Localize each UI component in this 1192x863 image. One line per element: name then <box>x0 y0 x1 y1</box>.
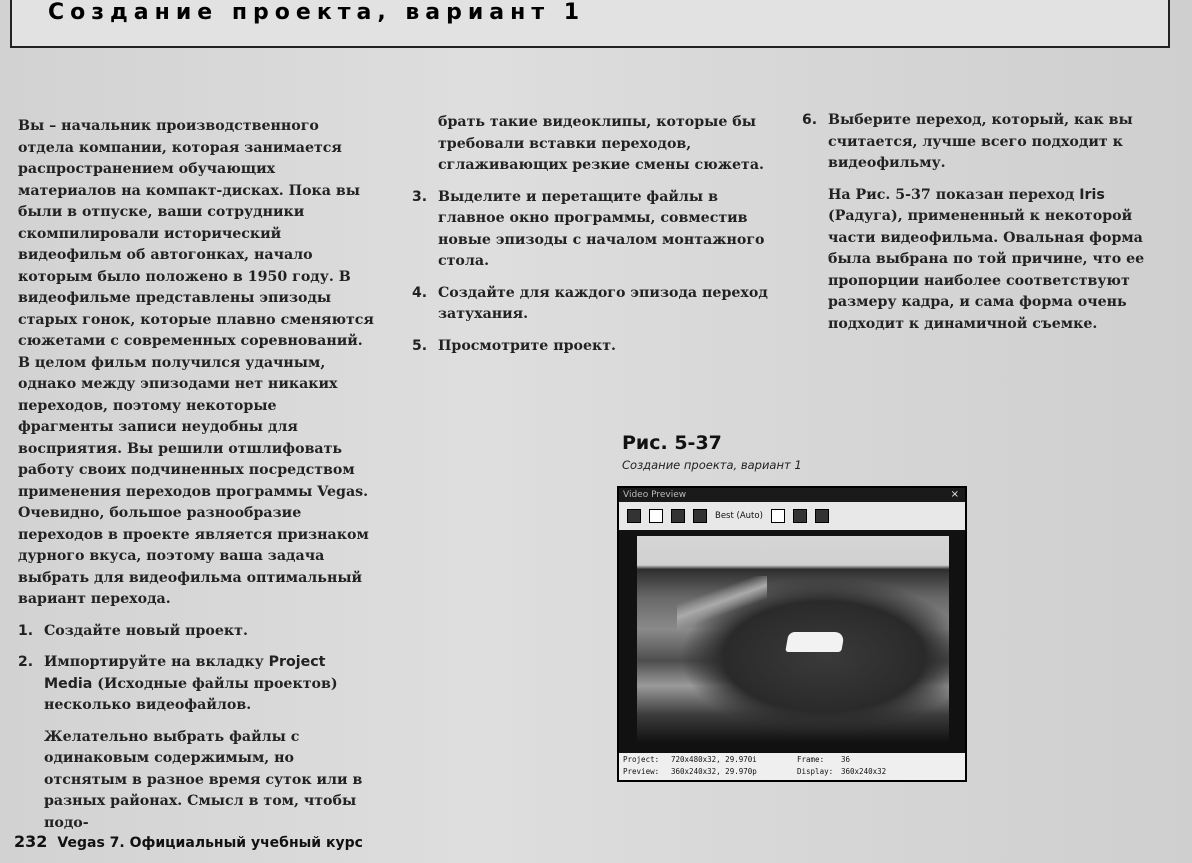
project-label: Project: <box>623 755 660 764</box>
continued-paragraph: брать такие видеоклипы, которые бы требовали вставки переходов, сглаживающих резкие смены сюжета. <box>438 114 764 173</box>
external-monitor-icon[interactable] <box>649 509 663 523</box>
figure-caption: Создание проекта, вариант 1 <box>622 458 802 472</box>
project-value: 720x480x32, 29.970i <box>671 755 757 764</box>
step-text: Создайте новый проект. <box>44 622 248 639</box>
preview-window-title: Video Preview <box>623 490 687 500</box>
copy-snapshot-icon[interactable] <box>793 509 807 523</box>
video-frame-road <box>677 576 767 636</box>
preview-titlebar <box>619 488 965 502</box>
section-title: Создание проекта, вариант 1 <box>48 0 586 25</box>
overlays-icon[interactable] <box>771 509 785 523</box>
intro-paragraph: Вы – начальник производственного отдела компании, которая занимается распространением обучающих материалов на компакт-дисках. Пока вы были в отпуске, ваши сотрудники скомпилировали исторический видеофильм об автогонках, начало которым было положено в 1950 году. В видеофильме представлены эпизоды старых гонок, которые плавно сменяются сюжетами с современных соревнований. В целом фильм получился удачным, однако между эпизодами нет никаких переходов, поэтому некоторые фрагменты записи неудобны для восприятия. Вы решили отшлифовать работу своих подчиненных посредством применения переходов программы Vegas. Очевидно, большое разнообразие переходов в проекте является признаком дурного вкуса, поэтому ваша задача выбрать для видеофильма оптимальный вариант перехода. <box>18 118 374 607</box>
frame-value: 36 <box>841 755 851 764</box>
split-screen-icon[interactable] <box>671 509 685 523</box>
step-text: Просмотрите проект. <box>438 337 616 354</box>
step-number: 1. <box>18 622 34 639</box>
figure-label: Рис. 5-37 <box>622 432 722 454</box>
page-footer <box>14 832 363 851</box>
figure-note <box>802 185 1174 336</box>
video-preview-window <box>617 486 967 782</box>
ui-term-project-media: Project Media <box>44 654 326 692</box>
step-3 <box>412 187 772 273</box>
steps-list-1 <box>18 621 376 717</box>
preview-label: Preview: <box>623 767 660 776</box>
note-text-pre: На Рис. 5-37 показан переход <box>828 186 1080 203</box>
display-label: Display: <box>797 767 834 776</box>
step-2-note: Желательно выбрать файлы с одинаковым содержимым, но отснятым в разное время суток или в разных районах. Смысл в том, чтобы подо- <box>44 728 363 831</box>
properties-icon[interactable] <box>627 509 641 523</box>
step-2 <box>18 652 376 717</box>
display-value: 360x240x32 <box>841 767 887 776</box>
frame-label: Frame: <box>797 755 825 764</box>
step-number: 4. <box>412 284 428 301</box>
preview-toolbar <box>619 502 965 530</box>
book-title: Vegas 7. Официальный учебный курс <box>57 835 363 851</box>
section-header <box>10 0 1170 48</box>
step-6 <box>802 110 1174 175</box>
step-number: 2. <box>18 654 34 670</box>
video-frame-image <box>637 536 949 744</box>
video-frame-car <box>785 632 845 652</box>
step-text-pre: Импортируйте на вкладку <box>44 654 269 670</box>
steps-list-3 <box>802 110 1174 175</box>
step-text-post: (Исходные файлы проектов) несколько видеофайлов. <box>44 675 338 713</box>
preview-info-bar <box>619 753 965 780</box>
preview-mode-icon[interactable] <box>693 509 707 523</box>
step-text: Выберите переход, который, как вы считается, лучше всего подходит к видеофильму. <box>828 112 1133 171</box>
step-1 <box>18 621 376 643</box>
close-icon[interactable]: × <box>950 489 959 500</box>
text-column-1 <box>18 116 376 844</box>
step-text: Создайте для каждого эпизода переход затухания. <box>438 284 768 322</box>
step-number: 5. <box>412 337 428 354</box>
ui-term-iris: Iris <box>1079 186 1105 203</box>
text-column-3 <box>802 110 1174 345</box>
step-4 <box>412 283 772 326</box>
page-number: 232 <box>14 832 48 851</box>
steps-list-2 <box>412 187 772 358</box>
text-column-2 <box>412 112 772 367</box>
save-snapshot-icon[interactable] <box>815 509 829 523</box>
preview-value: 360x240x32, 29.970p <box>671 767 757 776</box>
step-number: 3. <box>412 188 428 205</box>
preview-quality-select[interactable]: Best (Auto) <box>715 511 763 521</box>
step-number: 6. <box>802 112 818 128</box>
step-5 <box>412 336 772 358</box>
step-text: Выделите и перетащите файлы в главное окно программы, совместив новые эпизоды с началом монтажного стола. <box>438 188 765 269</box>
note-text-post: (Радуга), примененный к некоторой части видеофильма. Овальная форма была выбрана по той причине, что ее пропорции наиболее соответствуют размеру кадра, и сама форма очень подходит к динамичной съемке. <box>828 208 1145 332</box>
